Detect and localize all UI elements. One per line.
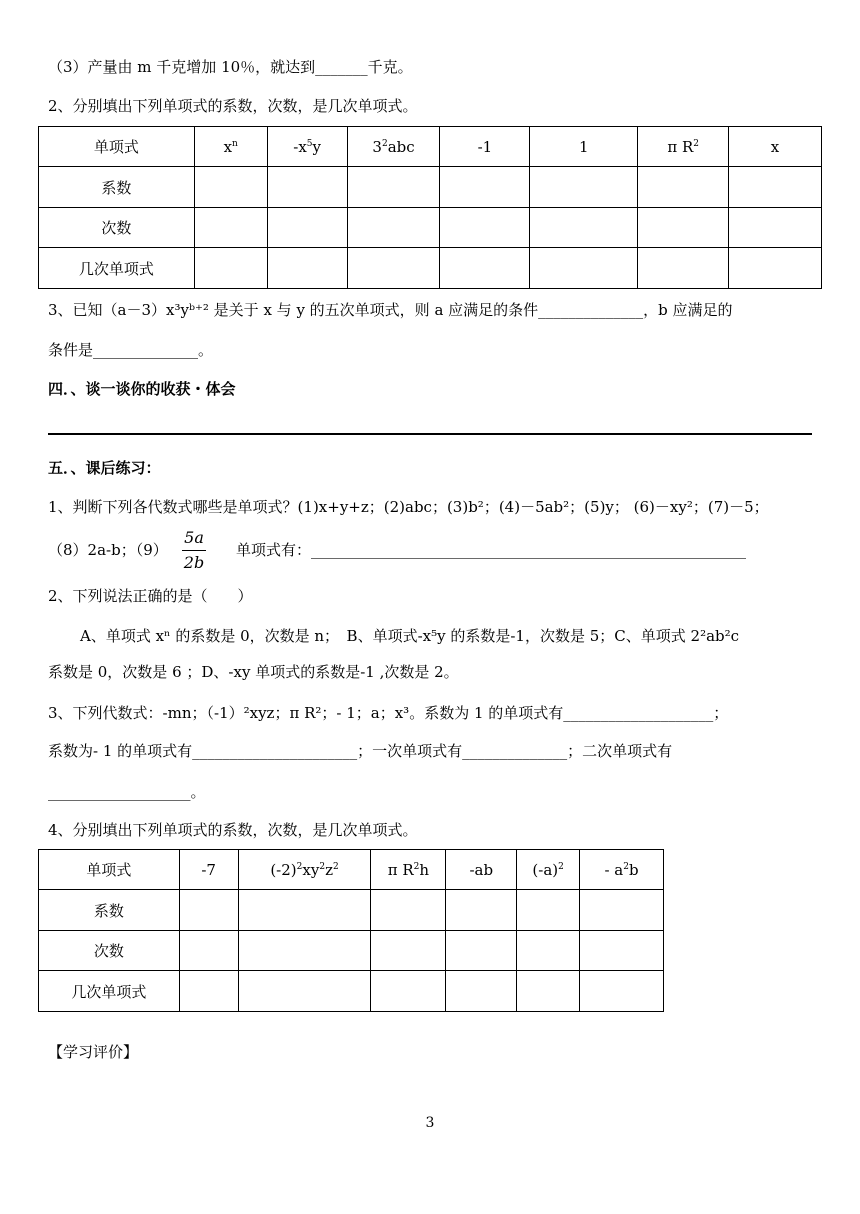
answer-cell[interactable] xyxy=(194,208,267,248)
answer-cell[interactable] xyxy=(729,248,822,289)
question-2-title: 2、分别填出下列单项式的系数，次数，是几次单项式。 xyxy=(48,97,418,115)
answer-cell[interactable] xyxy=(638,208,729,248)
answer-cell[interactable] xyxy=(238,971,371,1012)
answer-cell[interactable] xyxy=(371,971,446,1012)
answer-cell[interactable] xyxy=(347,167,440,208)
fraction-denominator: 2b xyxy=(183,553,205,572)
answer-cell[interactable] xyxy=(267,208,347,248)
answer-cell[interactable] xyxy=(580,971,664,1012)
answer-cell[interactable] xyxy=(530,248,638,289)
exercise-3-line-3: ___________________。 xyxy=(48,783,206,801)
answer-cell[interactable] xyxy=(729,167,822,208)
answer-cell[interactable] xyxy=(517,931,580,971)
exercise-3-line-2: 系数为- 1 的单项式有______________________；一次单项式有______________；二次单项式有 xyxy=(48,742,673,760)
table-header: - $a^2b$ xyxy=(580,850,664,890)
table-header: $(-a)^2$ xyxy=(517,850,580,890)
answer-cell[interactable] xyxy=(580,890,664,931)
answer-rule-line xyxy=(48,433,812,435)
table-header: π $R^2$ xyxy=(638,127,729,167)
fraction-numerator: 5a xyxy=(184,528,204,547)
answer-cell[interactable] xyxy=(371,890,446,931)
exercise-1-prefix: （8）2a-b；（9） xyxy=(48,541,168,559)
fraction-bar xyxy=(182,550,206,551)
row-label: 几次单项式 xyxy=(39,971,180,1012)
table-header: 1 xyxy=(530,127,638,167)
exercise-2-title: 2、下列说法正确的是（ ） xyxy=(48,587,253,605)
answer-cell[interactable] xyxy=(440,167,530,208)
question-3-line-2: 条件是______________。 xyxy=(48,341,214,359)
fraction-5a-over-2b xyxy=(180,527,208,574)
table-header: -7 xyxy=(179,850,238,890)
exercise-2-options-line-1: A、单项式 xⁿ 的系数是 0，次数是 n； B、单项式-x⁵y 的系数是-1，次数是 5；C、单项式 2²ab²c xyxy=(80,627,740,645)
answer-cell[interactable] xyxy=(179,890,238,931)
table-header: 单项式 xyxy=(39,127,195,167)
exercise-1-answer-line: 单项式有：__________________________________________________________ xyxy=(236,541,747,559)
answer-cell[interactable] xyxy=(194,248,267,289)
learning-evaluation-heading: 【学习评价】 xyxy=(48,1043,139,1061)
table-header: $x^n$ xyxy=(194,127,267,167)
answer-cell[interactable] xyxy=(446,931,517,971)
answer-cell[interactable] xyxy=(371,931,446,971)
answer-cell[interactable] xyxy=(347,248,440,289)
answer-cell[interactable] xyxy=(580,931,664,971)
answer-cell[interactable] xyxy=(347,208,440,248)
question-3-line-1: 3、已知（a－3）x³yᵇ⁺² 是关于 x 与 y 的五次单项式，则 a 应满足的条件______________，b 应满足的 xyxy=(48,301,733,319)
answer-cell[interactable] xyxy=(530,167,638,208)
table-header: $3^2abc$ xyxy=(347,127,440,167)
table-header: -ab xyxy=(446,850,517,890)
table-header: -1 xyxy=(440,127,530,167)
answer-cell[interactable] xyxy=(267,248,347,289)
text-line: （3）产量由 m 千克增加 10％，就达到_______千克。 xyxy=(48,58,413,76)
row-label: 几次单项式 xyxy=(39,248,195,289)
table-header: π $R^2h$ xyxy=(371,850,446,890)
answer-cell[interactable] xyxy=(179,931,238,971)
answer-cell[interactable] xyxy=(638,248,729,289)
exercise-3-line-1: 3、下列代数式：-mn；（-1）²xyz；π R²；- 1；a；x³。系数为 1 的单项式有____________________； xyxy=(48,704,729,722)
row-label: 系数 xyxy=(39,890,180,931)
answer-cell[interactable] xyxy=(729,208,822,248)
answer-cell[interactable] xyxy=(517,890,580,931)
row-label: 次数 xyxy=(39,931,180,971)
answer-cell[interactable] xyxy=(638,167,729,208)
answer-cell[interactable] xyxy=(238,931,371,971)
exercise-4-title: 4、分别填出下列单项式的系数，次数，是几次单项式。 xyxy=(48,821,418,839)
answer-cell[interactable] xyxy=(440,208,530,248)
answer-cell[interactable] xyxy=(440,248,530,289)
answer-cell[interactable] xyxy=(446,890,517,931)
section-5-heading: 五．、课后练习： xyxy=(48,459,161,477)
exercise-2-options-line-2: 系数是 0，次数是 6 ；D、-xy 单项式的系数是-1 ,次数是 2。 xyxy=(48,663,459,681)
answer-cell[interactable] xyxy=(238,890,371,931)
monomial-table-1 xyxy=(38,126,822,289)
row-label: 系数 xyxy=(39,167,195,208)
row-label: 次数 xyxy=(39,208,195,248)
answer-cell[interactable] xyxy=(267,167,347,208)
table-header: $-x^5y$ xyxy=(267,127,347,167)
answer-cell[interactable] xyxy=(179,971,238,1012)
answer-cell[interactable] xyxy=(194,167,267,208)
answer-cell[interactable] xyxy=(446,971,517,1012)
answer-cell[interactable] xyxy=(530,208,638,248)
table-header: x xyxy=(729,127,822,167)
table-header: $(-2)^2xy^2z^2$ xyxy=(238,850,371,890)
exercise-1-line-1: 1、判断下列各代数式哪些是单项式？(1)x+y+z；(2)abc；(3)b²；(4)－5ab²；(5)y； (6)－xy²；(7)－5； xyxy=(48,498,769,516)
table-header: 单项式 xyxy=(39,850,180,890)
monomial-table-2 xyxy=(38,849,664,1012)
page-number: 3 xyxy=(425,1115,435,1131)
answer-cell[interactable] xyxy=(517,971,580,1012)
section-4-heading: 四．、谈一谈你的收获・体会 xyxy=(48,380,236,398)
